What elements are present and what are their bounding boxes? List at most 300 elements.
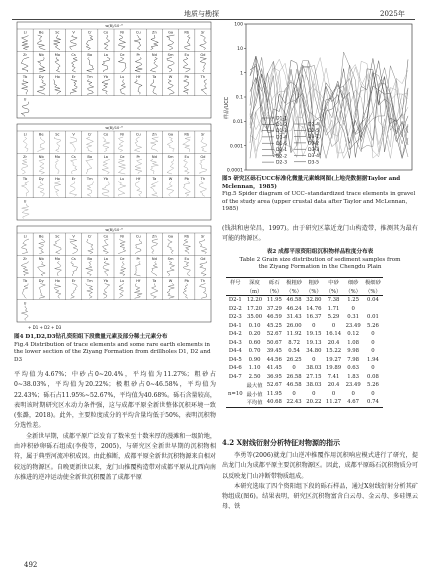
- fig5-legend-item: D1-2: [276, 122, 288, 128]
- table2-cell: 19.13: [306, 339, 322, 346]
- fig4-profile-line: [183, 137, 191, 152]
- fig4-element-label: Er: [71, 279, 76, 283]
- fig4-element-label: Ho: [54, 75, 60, 79]
- fig4-profile-line: [134, 261, 140, 276]
- fig5-legend-item: D3-2: [308, 141, 320, 147]
- table2-caption: [222, 249, 418, 272]
- table2-cell: 0: [312, 390, 316, 397]
- fig4-profile-line: [201, 80, 207, 95]
- fig5-legend-item: D2-4: [308, 122, 320, 128]
- table2: [226, 277, 383, 408]
- fig4-profile-line: [87, 80, 94, 95]
- fig4-element-label: Co: [103, 234, 109, 239]
- fig5-series-line: [250, 60, 408, 149]
- table2-cell: D2-2: [228, 305, 242, 312]
- fig5-spider-diagram: [222, 20, 416, 174]
- fig4-profile-line: [38, 35, 46, 50]
- fig4-element-label: Zn: [152, 30, 157, 35]
- fig4-profile-line: [55, 261, 62, 276]
- section-paragraph-1: 李勇等(2006)就龙门山逆冲推覆作用沉积响应模式进行了研究，提出龙门山为成都平原主要沉积物源区。因此，成都平原砾石沉积物质分可以反映龙门山冲断带物质组成。: [222, 452, 418, 480]
- table2-cell: 0: [371, 331, 375, 338]
- fig4-profile-line: [54, 137, 60, 152]
- fig4-profile-line: [103, 137, 110, 152]
- fig4-profile-line: [167, 159, 174, 174]
- fig4-profile-line: [55, 182, 61, 197]
- fig4-profile-line: [87, 239, 94, 254]
- fig4-element-label: Eu: [184, 52, 190, 57]
- table2-cell: 50.67: [266, 339, 282, 346]
- table2-cell: 20.22: [304, 398, 324, 407]
- fig4-profile-line: [71, 80, 78, 95]
- section-paragraph-2: 本研究选取了四个资阳组下段的砾石样品，通过X射线衍射分析其矿物组成(图6)。结果表明，研究区沉积物富含白云母、金云母、多硅锂云母、铁: [222, 482, 418, 511]
- table2-cell: D4-6: [228, 365, 242, 372]
- table2-cell: 8.72: [288, 339, 300, 346]
- fig5-caption: [222, 176, 418, 214]
- fig4-element-label: Mo: [54, 52, 61, 57]
- table2-title-cn: 表2 成都平原资阳组沉积物样品粒度分布表: [266, 249, 374, 255]
- fig4-profile-line: [199, 182, 206, 197]
- fig4-element-label: Pr: [136, 154, 141, 159]
- table2-header-cell: （m）: [245, 287, 265, 296]
- fig4-title-cn: 图4 D1,D2,D3钻孔资阳组下段微量元素及部分稀土元素分布: [14, 334, 168, 340]
- table2-row: [226, 347, 383, 356]
- fig4-element-label: W: [168, 279, 173, 283]
- fig4-element-label: Cu: [135, 30, 141, 35]
- fig4-profile-line: [183, 57, 190, 72]
- table2-cell: 0: [371, 390, 375, 397]
- table2-cell: D2-3: [228, 314, 242, 321]
- fig4-profile-line: [103, 284, 110, 299]
- fig4-element-label: Dy: [38, 279, 44, 283]
- fig5-legend-item: D3-1: [308, 135, 320, 141]
- fig4-element-label: Tb: [22, 177, 28, 181]
- fig4-profile-line: [134, 35, 141, 50]
- fig4-element-label: Li: [23, 234, 27, 239]
- fig4-element-label: Ce: [119, 154, 125, 159]
- table2-cell: 最大值: [246, 383, 263, 390]
- table2-cell: 0.63: [347, 365, 360, 372]
- table2-cell: 35.00: [246, 314, 263, 321]
- table2-cell: 20.4: [327, 382, 340, 389]
- table2-cell: [363, 305, 383, 314]
- fig5-series-line: [250, 56, 408, 160]
- table2-cell: 1.94: [367, 356, 379, 363]
- table2-cell: D2-1: [228, 297, 242, 304]
- fig4-profile-line: [86, 35, 93, 50]
- journal-year: 2025年: [380, 10, 405, 18]
- table2-title-en-1: Table 2 Grain size distribution of sediment samples from: [239, 256, 401, 263]
- fig4-element-label: Nd: [151, 256, 157, 261]
- table2-header-cell: 深度: [245, 278, 265, 287]
- fig5-legend-item: D1-1: [276, 116, 288, 122]
- fig4-profile-line: [200, 57, 206, 72]
- fig4-profile-line: [120, 80, 126, 95]
- table2-cell: 1.83: [347, 373, 360, 380]
- fig4-profile-line: [185, 35, 191, 50]
- table2-cell: [226, 381, 245, 390]
- table2-row: [226, 313, 383, 322]
- fig4-profile-line: [135, 159, 142, 174]
- table2-cell: D4-7: [228, 373, 242, 380]
- table2-cell: 39.45: [266, 348, 282, 355]
- table2-header-row: [226, 287, 383, 296]
- fig4-profile-line: [87, 57, 94, 72]
- table2-header-cell: 极细砂: [363, 278, 383, 287]
- table2-cell: 0: [331, 322, 336, 329]
- fig4-axis-unit: w(B)/10⁻⁶: [105, 24, 123, 28]
- fig4-element-label: Lu: [119, 279, 125, 283]
- table2-cell: 9.98: [347, 348, 360, 355]
- fig4-profile-line: [167, 137, 174, 152]
- table2-cell: 12.20: [246, 297, 263, 304]
- table2-row: [226, 296, 383, 305]
- table2-cell: 46.24: [286, 305, 302, 312]
- table2-cell: 20.4: [327, 339, 340, 346]
- fig4-element-label: Ce: [119, 52, 125, 57]
- fig4-element-label: Tb: [22, 279, 28, 283]
- fig4-profile-line: [168, 80, 175, 95]
- fig4-element-label: Ba: [87, 154, 93, 159]
- fig4-profile-line: [151, 239, 158, 254]
- fig4-element-label: Nd: [151, 52, 157, 57]
- fig4-element-label: Pb: [184, 177, 189, 181]
- fig4-element-label: Ni: [120, 132, 124, 137]
- fig4-element-label: Zn: [152, 234, 157, 239]
- fig4-element-label: Eu: [184, 154, 190, 159]
- fig4-element-label: Ni: [120, 30, 124, 35]
- table2-cell: D4-1: [228, 322, 242, 329]
- fig4-element-label: Cs: [71, 52, 76, 57]
- table2-cell: 37.29: [266, 305, 282, 312]
- fig4-element-label: Pb: [184, 75, 189, 79]
- table2-cell: 0: [292, 365, 296, 372]
- fig4-profile-line: [55, 57, 60, 72]
- table2-row: [226, 339, 383, 348]
- table2-cell: 26.00: [286, 322, 302, 329]
- table2-cell: 26.58: [286, 373, 302, 380]
- table2-stat-row: [226, 381, 383, 390]
- table2-cell: 0: [371, 365, 375, 372]
- table2-cell: 0: [312, 322, 316, 329]
- table2-cell: 5.29: [327, 314, 340, 321]
- fig4-element-label: Nb: [38, 256, 44, 261]
- table2-cell: 5.26: [367, 382, 379, 389]
- fig4-element-label: Hf: [136, 177, 141, 181]
- fig4-element-label: Ba: [87, 256, 93, 261]
- fig5-legend-item: D3-4: [308, 154, 320, 160]
- fig4-element-label: Nb: [38, 154, 44, 159]
- fig4-profile-line: [54, 284, 61, 299]
- fig4-element-label: Cr: [87, 30, 92, 35]
- fig4-element-label: Cu: [135, 234, 141, 239]
- fig4-element-label: Hf: [136, 279, 141, 283]
- fig4-element-label: Ta: [152, 279, 157, 283]
- fig4-axis-unit: w(B)/10⁻⁶: [105, 228, 123, 232]
- fig4-element-label: Zr: [23, 154, 28, 159]
- fig4-element-label: Rb: [184, 132, 190, 137]
- fig4-element-label: Tm: [86, 279, 93, 283]
- fig4-element-label: V: [72, 234, 75, 239]
- fig4-profile-line: [104, 35, 110, 50]
- table2-cell: 0.10: [248, 322, 261, 329]
- fig4-profile-line: [21, 306, 28, 321]
- fig4-profile-line: [200, 35, 207, 50]
- fig4-element-label: Li: [23, 30, 27, 35]
- table2-cell: 14.76: [306, 305, 322, 312]
- fig4-element-label: Sc: [55, 234, 60, 239]
- fig4-profile-line: [151, 35, 159, 50]
- section-heading: 4.2 X射线衍射分析特征对物源的指示: [222, 438, 341, 447]
- table2-header-cell: [226, 287, 245, 296]
- fig4-profile-line: [22, 35, 29, 50]
- table2-cell: 45.25: [266, 322, 282, 329]
- fig5-title-en: Fig.5 Spider diagram of UCC–standardized trace elements in gravel of the study area (upper crustal data after Taylor and McLennan，1985): [222, 191, 416, 213]
- fig4-profile-line: [183, 80, 188, 95]
- fig4-element-label: Ba: [87, 52, 93, 57]
- fig4-profile-line: [183, 182, 190, 197]
- fig4-profile-line: [21, 102, 29, 117]
- fig4-profile-line: [118, 159, 125, 174]
- fig4-profile-line: [184, 159, 190, 174]
- table2-cell: 0: [312, 356, 316, 363]
- fig4-element-label: Yb: [103, 177, 109, 181]
- table2-header-cell: （%）: [265, 287, 285, 296]
- fig4-profile-line: [135, 57, 142, 72]
- table2-stat-row: [226, 390, 383, 399]
- table2-header-cell: 样号: [226, 278, 245, 287]
- table2-cell: 0.08: [367, 373, 379, 380]
- fig4-profile-line: [23, 137, 28, 152]
- table2-cell: 1.08: [347, 339, 360, 346]
- fig5-ytick-label: 10: [237, 46, 243, 52]
- fig5-legend-item: D3-5: [308, 160, 320, 166]
- table2-cell: 46.59: [266, 314, 282, 321]
- table2-cell: 46.58: [286, 297, 302, 304]
- page-number: 492: [24, 561, 38, 569]
- fig4-element-label: Nd: [151, 154, 157, 159]
- fig4-profile-line: [118, 182, 126, 197]
- table2-row: [226, 373, 383, 382]
- table2-cell: 0.70: [248, 348, 261, 355]
- fig4-element-label: Yb: [103, 279, 109, 283]
- fig4-profile-line: [151, 182, 159, 197]
- table2-cell: 1.71: [327, 305, 340, 312]
- fig4-profile-line: [38, 57, 46, 72]
- fig4-profile-line: [200, 159, 207, 174]
- fig5-title-cn: 图5 研究区砾石UCC标准化微量元素蛛网图(上地壳数据据Taylor and Mclennan，1985): [222, 176, 401, 190]
- table2-cell: 0.20: [248, 331, 261, 338]
- table2-cell: 40.68: [265, 398, 285, 407]
- fig4-element-label: Ho: [54, 279, 60, 283]
- fig4-element-label: Ho: [54, 177, 60, 181]
- table2-cell: 26.25: [286, 356, 302, 363]
- fig4-element-label: La: [103, 52, 109, 57]
- fig4-profile-line: [119, 284, 124, 299]
- fig4-caption: [14, 334, 216, 364]
- fig4-profile-line: [54, 239, 62, 254]
- fig4-profile-line: [201, 137, 207, 152]
- fig4-element-label: Hf: [136, 75, 141, 79]
- fig4-element-label: Cs: [71, 154, 76, 159]
- fig4-element-label: Rb: [184, 30, 190, 35]
- fig5-ytick-label: 100: [234, 22, 243, 28]
- fig4-profile-line: [39, 284, 45, 299]
- table2-cell: 19.89: [325, 365, 342, 372]
- fig4-element-label: La: [103, 154, 109, 159]
- section-text: [222, 451, 418, 513]
- table2-cell: 1.25: [347, 297, 360, 304]
- table2-header-cell: 砾石: [265, 278, 285, 287]
- fig4-profile-line: [22, 159, 28, 174]
- table2-header-cell: 极粗砂: [284, 278, 304, 287]
- table2-cell: 0.31: [347, 314, 360, 321]
- fig4-profile-line: [199, 239, 207, 254]
- table2-header-cell: 粗砂: [304, 278, 324, 287]
- fig5-series-line: [250, 68, 408, 158]
- table2-cell: 44.56: [266, 356, 282, 363]
- fig4-profile-line: [150, 159, 158, 174]
- fig4-profile-line: [38, 182, 44, 197]
- fig4-element-label: U: [23, 97, 27, 102]
- fig5-legend-item: D1-5: [276, 141, 288, 147]
- table2-row: [226, 356, 383, 365]
- fig4-element-label: Gd: [200, 154, 206, 159]
- fig4-element-label: Th: [200, 75, 206, 79]
- table2-cell: 0: [371, 339, 375, 346]
- table2-cell: 7.41: [327, 373, 340, 380]
- table2-cell: 52.67: [266, 331, 282, 338]
- fig5-ytick-label: 0.1: [235, 95, 243, 101]
- table2-header-cell: （%）: [304, 287, 324, 296]
- fig4-element-label: Sr: [201, 132, 205, 137]
- table2-cell: 31.43: [286, 314, 302, 321]
- right-text-1: [222, 224, 418, 245]
- fig4-profile-line: [71, 159, 77, 174]
- fig4-title-en: Fig.4 Distribution of trace elements and some rare earth elements in the lower section of the Ziyang Formation from drillholes D1, D2 and D3: [14, 341, 211, 363]
- fig4-axis-unit: w(B)/10⁻⁶: [105, 126, 123, 130]
- fig4-profile-line: [37, 137, 44, 152]
- fig4-profile-line: [70, 137, 77, 152]
- fig4-profile-line: [183, 239, 190, 254]
- fig4-element-label: Tm: [86, 75, 93, 79]
- fig4-element-label: Sc: [55, 132, 60, 137]
- table2-row: [226, 330, 383, 339]
- table2-cell: 5.26: [367, 322, 379, 329]
- table2-cell: 0: [371, 348, 375, 355]
- table2-cell: 34.80: [306, 348, 322, 355]
- fig4-profile-line: [70, 35, 77, 50]
- fig4-element-label: Mo: [54, 154, 61, 159]
- fig4-element-label: Er: [71, 75, 76, 79]
- fig4-profile-line: [150, 57, 157, 72]
- fig4-profile-line: [21, 261, 28, 276]
- fig5-legend-item: D2-1: [276, 148, 288, 154]
- fig4-profile-line: [167, 261, 175, 276]
- fig4-element-label: Er: [71, 177, 76, 181]
- fig4-profile-line: [86, 137, 93, 152]
- fig4-profile-line: [103, 239, 109, 254]
- left-paragraph-2: 全新世早期，成都平原广泛发育了数米至十数米厚的漫滩和一级阶地，由冲积砂卵砾石组成(李俊等，2005)，与研究区全新世早期的沉积物相符，属于典型河流冲积成因。由此推断，成都平原全新世沉积物源来自相对较远的物源区。自晚更新世以来，龙门山推覆构造带对成都平原从北西向南东推进的逆冲运动使全新世沉积覆盖了成都平原: [14, 432, 216, 481]
- fig4-profile-line: [21, 57, 29, 72]
- fig4-profile-line: [167, 57, 174, 72]
- fig4-profile-line: [22, 182, 29, 197]
- fig4-profile-line: [22, 80, 29, 95]
- fig4-element-label: Zn: [152, 132, 157, 137]
- fig4-element-label: Lu: [119, 177, 125, 181]
- table2-cell: 38.03: [306, 365, 322, 372]
- table2-row: [226, 305, 383, 314]
- fig4-profile-line: [118, 239, 126, 254]
- table2-cell: 23.49: [345, 322, 361, 329]
- fig4-element-label: Sc: [55, 30, 60, 35]
- table2-header-cell: （%）: [363, 287, 383, 296]
- fig4-profile-line: [102, 159, 110, 174]
- fig4-element-label: Ni: [120, 234, 124, 239]
- table2-stat-row: [226, 398, 383, 407]
- table2-cell: 19.15: [306, 331, 322, 338]
- table2-cell: 0.90: [248, 356, 261, 363]
- fig4-profile-line: [37, 80, 45, 95]
- journal-name: 地质与勘探: [184, 10, 219, 18]
- table2-cell: 38.03: [306, 382, 322, 389]
- fig4-element-label: Pb: [184, 279, 189, 283]
- fig4-profile-line: [70, 239, 78, 254]
- fig4-profile-line: [86, 284, 93, 299]
- fig4-profile-line: [103, 261, 109, 276]
- fig4-element-label: La: [103, 256, 109, 261]
- fig4-element-label: Sm: [167, 256, 174, 261]
- fig4-element-label: Cu: [135, 132, 141, 137]
- fig4-element-label: Cs: [71, 256, 76, 261]
- fig4-profile-line: [55, 159, 59, 174]
- fig5-ytick-label: 0.0001: [226, 168, 243, 174]
- table2-cell: 19.27: [325, 356, 342, 363]
- table2-cell: 0.60: [248, 339, 261, 346]
- table2-title-en-2: the Ziyang Formation in the Chengdu Plain: [258, 264, 382, 271]
- table2-cell: 11.92: [286, 331, 302, 338]
- fig4-element-label: Li: [23, 132, 27, 137]
- fig4-element-label: Be: [38, 234, 44, 239]
- fig4-profile-line: [150, 80, 156, 95]
- table2-cell: 41.45: [266, 365, 282, 372]
- fig4-element-label: Pr: [136, 52, 141, 57]
- table2-wrapper: [226, 277, 383, 408]
- fig4-element-label: V: [72, 30, 75, 35]
- fig4-profile-line: [167, 239, 173, 254]
- fig4-profile-line: [71, 261, 78, 276]
- fig4-profile-line: [167, 284, 174, 299]
- fig4-element-label: Ga: [168, 132, 174, 137]
- table2-cell: 0.54: [288, 348, 300, 355]
- fig4-element-label: W: [168, 177, 173, 181]
- table2-cell: 0: [331, 390, 336, 397]
- fig4-element-label: Ga: [168, 30, 174, 35]
- table2-cell: 0: [351, 305, 355, 312]
- fig5-ytick-label: 0.01: [232, 119, 243, 125]
- table2-cell: 23.49: [345, 382, 361, 389]
- fig4-legend: + D1 + D2 + D3: [28, 325, 62, 330]
- table2-cell: 4.67: [343, 398, 363, 407]
- fig5-ylabel: 样品/UCC: [224, 96, 230, 120]
- table2-cell: n=10: [228, 390, 243, 397]
- fig4-element-label: Rb: [184, 234, 190, 239]
- table2-cell: 16.14: [325, 331, 342, 338]
- fig4-element-label: Sm: [167, 52, 174, 57]
- fig4-element-label: Ta: [152, 177, 157, 181]
- fig5-legend-item: D2-5: [308, 128, 320, 134]
- fig4-profile-line: [134, 284, 142, 299]
- fig4-profile-line: [120, 261, 126, 276]
